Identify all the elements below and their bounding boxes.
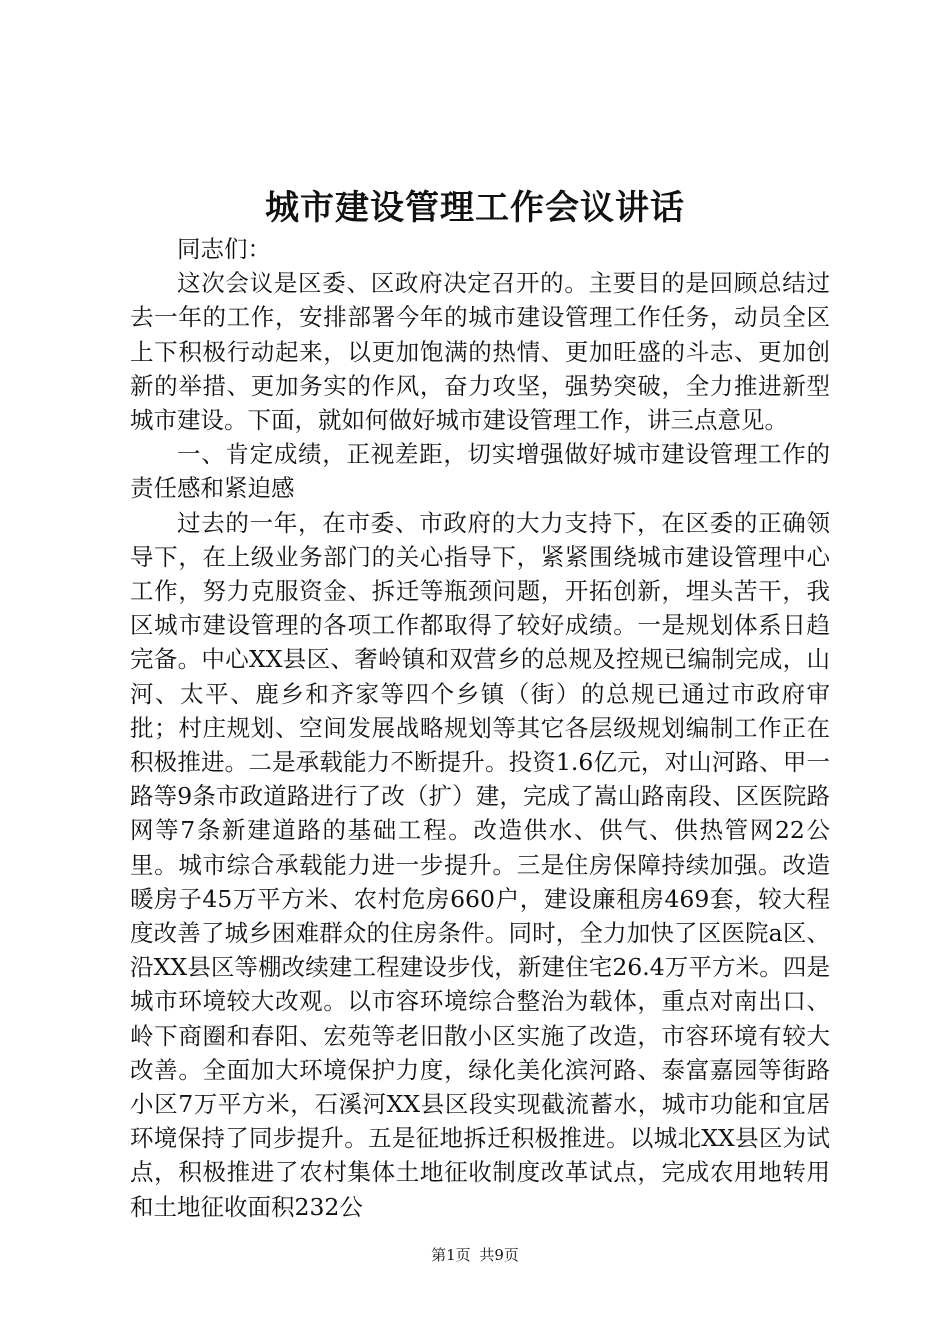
document-body [130, 232, 830, 1224]
paragraph-achievements: 过去的一年，在市委、市政府的大力支持下，在区委的正确领导下，在上级业务部门的关心指导下，紧紧围绕城市建设管理中心工作，努力克服资金、拆迁等瓶颈问题，开拓创新，埋头苦干，我区城市建设管理的各项工作都取得了较好成绩。一是规划体系日趋完备。中心XX县区、奢岭镇和双营乡的总规及控规已编制完成，山河、太平、鹿乡和齐家等四个乡镇（街）的总规已通过市政府审批；村庄规划、空间发展战略规划等其它各层级规划编制工作正在积极推进。二是承载能力不断提升。投资1.6亿元，对山河路、甲一路等9条市政道路进行了改（扩）建，完成了嵩山路南段、区医院路网等7条新建道路的基础工程。改造供水、供气、供热管网22公里。城市综合承载能力进一步提升。三是住房保障持续加强。改造暖房子45万平方米、农村危房660户，建设廉租房469套，较大程度改善了城乡困难群众的住房条件。同时，全力加快了区医院a区、沿XX县区等棚改续建工程建设步伐，新建住宅26.4万平方米。四是城市环境较大改观。以市容环境综合整治为载体，重点对南出口、岭下商圈和春阳、宏苑等老旧散小区实施了改造，市容环境有较大改善。全面加大环境保护力度，绿化美化滨河路、泰富嘉园等街路小区7万平方米，石溪河XX县区段实现截流蓄水，城市功能和宜居环境保持了同步提升。五是征地拆迁积极推进。以城北XX县区为试点，积极推进了农村集体土地征收制度改革试点，完成农用地转用和土地征收面积232公 [130, 508, 830, 1221]
greeting: 同志们： [177, 235, 271, 263]
page-number-total: 共9页 [479, 1246, 519, 1264]
page-footer [0, 1244, 950, 1266]
document-title: 城市建设管理工作会议讲话 [265, 188, 685, 228]
section-heading-1: 一、肯定成绩，正视差距，切实增强做好城市建设管理工作的责任感和紧迫感 [130, 440, 830, 503]
page-number-current: 第1页 [431, 1246, 471, 1264]
paragraph-intro: 这次会议是区委、区政府决定召开的。主要目的是回顾总结过去一年的工作，安排部署今年的城市建设管理工作任务，动员全区上下积极行动起来，以更加饱满的热情、更加旺盛的斗志、更加创新的举措、更加务实的作风，奋力攻坚，强势突破，全力推进新型城市建设。下面，就如何做好城市建设管理工作，讲三点意见。 [130, 269, 830, 435]
